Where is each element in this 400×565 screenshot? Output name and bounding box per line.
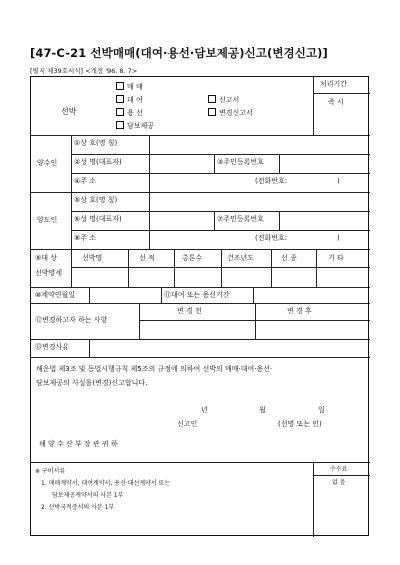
- col-ship-type: 선 종: [281, 254, 297, 262]
- ship-label: 선박: [61, 107, 77, 116]
- checkbox-icon: [116, 108, 124, 116]
- divider: [271, 249, 272, 287]
- divider: [313, 77, 314, 135]
- applicant-label: 신고인: [177, 420, 198, 428]
- divider: [316, 249, 317, 287]
- form-frame: [30, 76, 369, 536]
- transferee-phone-label: (전화번호:: [255, 177, 288, 185]
- divider: [31, 357, 370, 358]
- divider: [161, 287, 162, 303]
- divider: [71, 267, 370, 268]
- option-report[interactable]: 신고서: [208, 95, 239, 104]
- transferee-reg-label: ③주민등록번호: [217, 158, 264, 166]
- divider: [89, 287, 90, 303]
- transferee-rep-label: ②성 명(대표자): [74, 158, 122, 166]
- divider: [89, 339, 90, 357]
- date-month: 월: [259, 406, 266, 414]
- divider: [71, 249, 72, 287]
- processing-period-value: 즉 시: [328, 98, 344, 106]
- col-ship-name: 선박명: [82, 254, 103, 262]
- change-reason-label: ⑬변경사유: [35, 343, 70, 351]
- divider: [31, 192, 370, 193]
- divider: [31, 287, 370, 288]
- transferor-addr-label: ⑧주 소: [74, 234, 97, 242]
- applicant-sign: (선명 또는 인): [278, 420, 322, 428]
- transferor-reg-label: ⑦주민등록번호: [217, 215, 264, 223]
- after-label: 변 경 후: [287, 307, 312, 315]
- option-charter[interactable]: 용 선: [116, 108, 143, 117]
- document-title: [47-C-21 선박매매(대여·용선·담보제공)신고(변경신고)]: [30, 46, 328, 60]
- option-lease[interactable]: 대 여: [116, 95, 143, 104]
- transferee-name-label: ①상 호(명 칭): [74, 139, 118, 147]
- option-change-report[interactable]: 변경신고서: [208, 108, 253, 117]
- divider: [255, 303, 256, 339]
- attachments-title: ※ 구비서류: [35, 468, 66, 475]
- divider: [279, 154, 280, 173]
- divider: [174, 249, 175, 287]
- divider: [71, 211, 370, 212]
- before-label: 변 경 전: [177, 307, 202, 315]
- attachment-1b: 담보제공계약서의 사본 1부: [52, 492, 124, 499]
- lease-period-label: ⑪대여 또는 용선기간: [164, 291, 230, 299]
- divider: [149, 135, 150, 192]
- transferee-addr-label: ④주 소: [74, 177, 97, 185]
- checkbox-icon: [116, 95, 124, 103]
- divider: [31, 135, 370, 136]
- divider: [139, 303, 140, 339]
- divider: [214, 211, 215, 230]
- transferor-label: 양도인: [37, 216, 58, 224]
- col-build-year: 건조년도: [227, 254, 255, 262]
- divider: [253, 287, 254, 303]
- divider: [313, 93, 370, 94]
- transferor-phone-label: (전화번호:: [255, 234, 288, 242]
- divider: [31, 249, 370, 250]
- attachment-1a: 1. 매매계약서, 대여계약서, 용선·대선계약서 또는: [41, 480, 171, 487]
- processing-period-label: 처리기간: [320, 80, 348, 88]
- divider: [128, 249, 129, 287]
- divider: [31, 462, 370, 463]
- checkbox-icon: [208, 95, 216, 103]
- date-year: 년: [201, 406, 208, 414]
- divider: [31, 303, 370, 304]
- contract-date-label: ⑩계약연월일: [35, 291, 76, 299]
- change-items-label: ⑫변경하고자 하는 사항: [35, 316, 108, 324]
- divider: [71, 173, 370, 174]
- divider: [313, 475, 370, 476]
- divider: [71, 154, 370, 155]
- divider: [149, 192, 150, 249]
- col-registry: 선 적: [139, 254, 155, 262]
- divider: [71, 230, 370, 231]
- transferor-rep-label: ⑥성 명(대표자): [74, 215, 122, 223]
- col-other: 기 타: [328, 254, 344, 262]
- divider: [313, 462, 314, 537]
- divider: [31, 339, 370, 340]
- declaration-line1: 해운법 제3조 및 동법시행규칙 제5조의 규정에 의하여 선박의 매매·대여·용선·: [36, 365, 273, 373]
- checkbox-icon: [116, 82, 124, 90]
- option-mortgage[interactable]: 담보제공: [116, 121, 154, 130]
- fee-value: 없 음: [332, 479, 346, 486]
- recipient: 해 양 수 산 부 장 관 귀 하: [39, 440, 118, 448]
- paren: ): [337, 177, 340, 185]
- date-day: 일: [318, 406, 325, 414]
- divider: [139, 320, 370, 321]
- fee-label: 수수료: [330, 466, 348, 473]
- attachment-2: 2. 선박국적증서의 사본 1부: [41, 504, 115, 511]
- transferor-name-label: ⑤상 호(명 칭): [74, 196, 118, 204]
- vessel-label-line2: 선박명세: [35, 269, 63, 277]
- checkbox-icon: [116, 121, 124, 129]
- divider: [279, 211, 280, 230]
- divider: [221, 249, 222, 287]
- declaration-line2: 담보제공의 사실을(변경)신고합니다.: [36, 379, 148, 387]
- paren: ): [337, 234, 340, 242]
- form-subtitle: [별지 제39호서식] <개정 '96. 8. 7>: [30, 67, 138, 75]
- col-tonnage: 총톤수: [182, 254, 203, 262]
- checkbox-icon: [208, 108, 216, 116]
- transferee-label: 양수인: [37, 159, 58, 167]
- vessel-label-line1: ⑨대 상: [35, 254, 58, 262]
- option-sale[interactable]: 매 매: [116, 82, 143, 91]
- divider: [214, 154, 215, 173]
